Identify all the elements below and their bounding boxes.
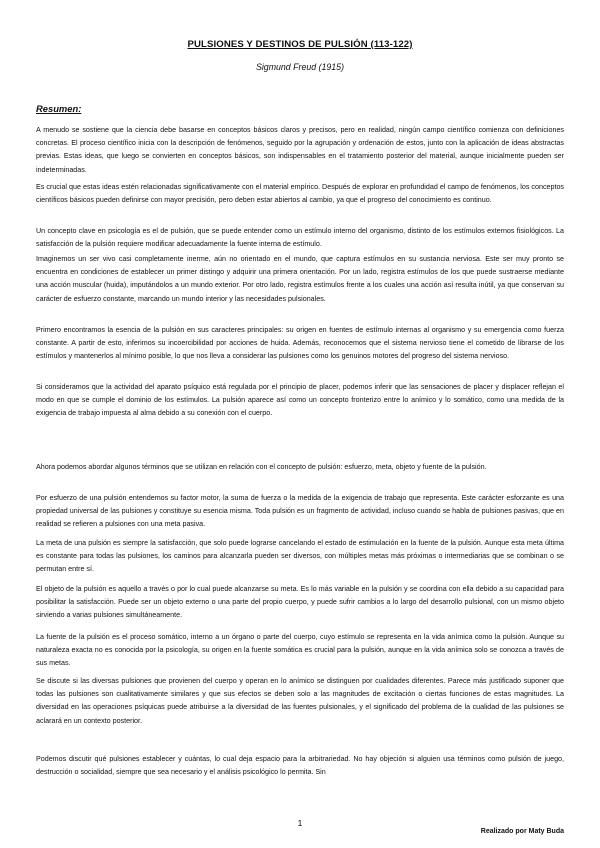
author-credit: Realizado por Maty Buda: [480, 828, 564, 835]
summary-heading: Resumen:: [36, 103, 82, 114]
paragraph-5: Primero encontramos la esencia de la pulsión en sus caracteres principales: su origen en fuentes de estímulo internas al organismo y su emergencia como fuerza constante. A partir de esto, inferimos su incoercibilidad por acciones de huida. Además, reconocemos que el sistema nervioso tiene el cometido de librarse de los estímulos y mantenerlos al mínimo posible, lo que nos lleva a considerar las pulsiones como los genuinos motores del progreso del sistema nervioso.: [36, 326, 564, 361]
paragraph-11: La fuente de la pulsión es el proceso somático, interno a un órgano o parte del cuerpo, cuyo estímulo se representa en la vida anímica como la pulsión. Aunque su naturaleza exacta no es conocida por la psicología, su origen en la fuente somática es crucial para la pulsión, aunque en la vida anímica solo se conozca a través de sus metas.: [36, 633, 564, 668]
paragraph-7: Ahora podemos abordar algunos términos que se utilizan en relación con el concepto de pulsión: esfuerzo, meta, objeto y fuente de la pulsión.: [36, 463, 487, 471]
document-title: PULSIONES Y DESTINOS DE PULSIÓN (113-122): [187, 39, 413, 50]
paragraph-1: A menudo se sostiene que la ciencia debe basarse en conceptos básicos claros y precisos, pero en realidad, ningún campo científico comienza con definiciones concretas. El proceso científico inicia con la descripción de fenómenos, seguido por la agrupación y ordenación de estos, junto con la aplicación de ideas abstractas previas. Estas ideas, que luego se convierten en conceptos básicos, son indispensables en el tratamiento posterior del material, aunque inicialmente pueden ser indeterminadas.: [36, 126, 564, 174]
paragraph-8: Por esfuerzo de una pulsión entendemos su factor motor, la suma de fuerza o la medida de la exigencia de trabajo que representa. Este carácter esforzante es una propiedad universal de las pulsiones y constituye su esencia misma. Toda pulsión es un fragmento de actividad, incluso cuando se habla de pulsiones pasivas, que en realidad se refieren a pulsiones con una meta pasiva.: [36, 494, 564, 529]
paragraph-6: Si consideramos que la actividad del aparato psíquico está regulada por el principio de placer, podemos inferir que las sensaciones de placer y displacer reflejan el modo en que se cumple el dominio de los estímulos. La pulsión aparece así como un concepto fronterizo entre lo anímico y lo somático, como una medida de la exigencia de trabajo impuesta al alma debido a su conexión con el cuerpo.: [36, 383, 564, 418]
paragraph-2: Es crucial que estas ideas estén relacionadas significativamente con el material empírico. Después de explorar en profundidad el campo de fenómenos, los conceptos científicos básicos pueden definirse con mayor precisión, pero deben estar abiertos al cambio, ya que el progreso del conocimiento es continuo.: [36, 183, 564, 205]
paragraph-4: Imaginemos un ser vivo casi completamente inerme, aún no orientado en el mundo, que captura estímulos en su sustancia nerviosa. Este ser muy pronto se encuentra en condiciones de establecer un primer distingo y adquirir una primera orientación. Por un lado, registra estímulos de los que puede sustraerse mediante una acción muscular (huida), imputándolos a un mundo exterior. Por otro lado, registra estímulos frente a los cuales una acción así resulta inútil, ya que conservan su carácter de esfuerzo constante, marcando un mundo interior y las necesidades pulsionales.: [36, 255, 564, 303]
paragraph-9: La meta de una pulsión es siempre la satisfacción, que solo puede lograrse cancelando el estado de estimulación en la fuente de la pulsión. Aunque esta meta última es constante para todas las pulsiones, los caminos para alcanzarla pueden ser diversos, con múltiples metas más próximas o intermediarias que se combinan o se permutan entre sí.: [36, 539, 564, 574]
page-number: 1: [297, 818, 303, 828]
paragraph-10: El objeto de la pulsión es aquello a través o por lo cual puede alcanzarse su meta. Es lo más variable en la pulsión y se coordina con ella debido a su capacidad para posibilitar la satisfacción. Puede ser un objeto externo o una parte del propio cuerpo, y puede sufrir cambios a lo largo del desarrollo pulsional, con un mismo objeto sirviendo a varias pulsiones simultáneamente.: [36, 585, 564, 620]
paragraph-13: Podemos discutir qué pulsiones establecer y cuántas, lo cual deja espacio para la arbitrariedad. No hay objeción si alguien usa términos como pulsión de juego, destrucción o socialidad, siempre que sea necesario y el análisis psicológico lo permita. Sin: [36, 755, 564, 777]
paragraph-3: Un concepto clave en psicología es el de pulsión, que se puede entender como un estímulo interno del organismo, distinto de los estímulos externos fisiológicos. La satisfacción de la pulsión requiere modificar adecuadamente la fuente interna de estímulo.: [36, 227, 564, 249]
document-author: Sigmund Freud (1915): [255, 62, 345, 72]
paragraph-12: Se discute si las diversas pulsiones que provienen del cuerpo y operan en lo anímico se distinguen por cualidades diferentes. Parece más justificado suponer que todas las pulsiones son cualitativamente similares y que sus efectos se deben solo a las magnitudes de excitación o ciertas funciones de estas magnitudes. La diversidad en las operaciones psíquicas puede atribuirse a la diversidad de las fuentes pulsionales, y el significado del problema de la cualidad de las pulsiones se aclarará en un contexto posterior.: [36, 677, 564, 725]
